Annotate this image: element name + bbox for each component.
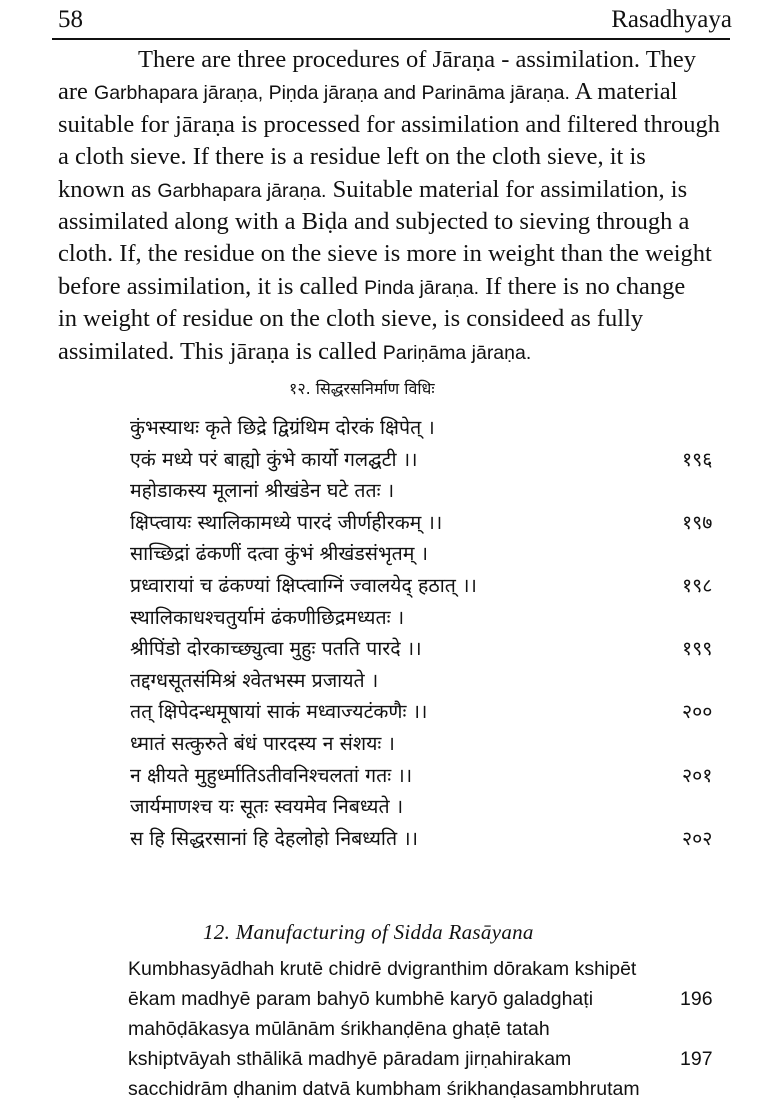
transliteration-line (128, 954, 728, 984)
term-text: Garbhapara jāraṇa. (157, 179, 327, 202)
transliteration-line (128, 984, 728, 1014)
verse-line (130, 760, 730, 792)
body-paragraph (58, 44, 722, 368)
verse-line (130, 696, 730, 728)
paragraph-text: a cloth sieve. If there is a residue left on the cloth sieve, it is (58, 143, 646, 171)
transliteration-block (128, 954, 728, 1104)
verse-text: क्षिप्त्वायः स्थालिकामध्ये पारदं जीर्णहीरकम् ।। (130, 510, 443, 534)
transliteration-line (128, 1074, 728, 1104)
verse-text: कुंभस्याथः कृते छिद्रे द्विग्रंथिम दोरकं क्षिपेत् । (130, 416, 435, 439)
verse-number: २०० (682, 700, 713, 724)
paragraph-line (58, 174, 722, 206)
verse-text: ध्मातं सत्कुरुते बंधं पारदस्य न संशयः । (130, 731, 395, 755)
transliteration-text: Kumbhasyādhah krutē chidrē dvigranthim dōrakam kshipēt (128, 958, 637, 980)
paragraph-line (58, 238, 722, 270)
transliteration-line (128, 1014, 728, 1044)
transliteration-line (128, 1044, 728, 1074)
paragraph-text: assimilated along with a Biḍa and subjected to sieving through a (58, 207, 690, 235)
paragraph-text: are (58, 78, 95, 106)
sanskrit-verses (130, 412, 730, 854)
verse-number: २०१ (682, 763, 713, 787)
verse-line (130, 823, 730, 855)
verse-text: साच्छिद्रां ढंकणीं दत्वा कुंभं श्रीखंडसंभृतम् । (130, 542, 429, 566)
verse-number: १९८ (682, 573, 713, 597)
paragraph-text: known as (58, 175, 158, 203)
transliteration-text: kshiptvāyah sthālikā madhyē pāradam jirṇahirakam (128, 1048, 572, 1070)
verse-text: महोडाकस्य मूलानां श्रीखंडेन घटे ततः । (130, 479, 395, 503)
paragraph-line (58, 44, 722, 76)
transliteration-text: ēkam madhyē param bahyō kumbhē karyō galadghaṭi (128, 988, 594, 1010)
verse-line (130, 507, 730, 539)
verse-number: १९६ (682, 447, 713, 471)
term-text: Pariṇāma jāraṇa. (382, 341, 532, 364)
verse-text: जार्यमाणश्च यः सूतः स्वयमेव निबध्यते । (130, 795, 404, 819)
english-section-heading: 12. Manufacturing of Sidda Rasāyana (203, 920, 534, 944)
verse-text: न क्षीयते मुहुर्ध्मातिऽतीवनिश्चलतां गतः ।। (130, 763, 413, 787)
verse-line (130, 570, 730, 602)
paragraph-line (58, 109, 722, 141)
verse-text: स्थालिकाधश्चतुर्यामं ढंकणीछिद्रमध्यतः । (130, 605, 405, 629)
sanskrit-section-heading: १२. सिद्धरसनिर्माण विधिः (289, 379, 435, 398)
verse-text: एकं मध्ये परं बाह्यो कुंभे कार्यो गलद्घटी ।। (130, 447, 418, 471)
verse-line (130, 633, 730, 665)
verse-number: १९९ (682, 637, 713, 661)
page-header (52, 4, 732, 36)
paragraph-text: in weight of residue on the cloth sieve, is consideed as fully (58, 305, 644, 333)
paragraph-line (58, 76, 722, 108)
paragraph-text: There are three procedures of Jāraṇa - assimilation. They (138, 46, 697, 73)
verse-number: २०२ (682, 826, 713, 850)
verse-number: 196 (680, 988, 713, 1010)
paragraph-text: suitable for jāraṇa is processed for assimilation and filtered through (58, 110, 720, 138)
paragraph-text: Suitable material for assimilation, is (326, 175, 688, 203)
verse-line (130, 444, 730, 476)
verse-text: स हि सिद्धरसानां हि देहलोहो निबध्यति ।। (130, 826, 419, 850)
term-text: Garbhapara jāraṇa, Piṇda jāraṇa and Parināma jāraṇa. (94, 82, 570, 105)
paragraph-text: A material (569, 78, 678, 106)
term-text: Pinda jāraṇa. (364, 276, 480, 299)
paragraph-line (58, 141, 722, 173)
verse-text: तत् क्षिपेदन्धमूषायां साकं मध्वाज्यटंकणैः ।। (130, 700, 428, 724)
paragraph-line (58, 336, 722, 368)
paragraph-text: assimilated. This jāraṇa is called (58, 337, 383, 365)
header-rule (52, 38, 730, 40)
verse-text: तद्दग्धसूतसंमिश्रं श्वेतभस्म प्रजायते । (130, 668, 379, 692)
verse-number: १९७ (682, 510, 713, 534)
verse-line (130, 412, 730, 444)
paragraph-text: before assimilation, it is called (58, 272, 365, 300)
verse-line (130, 538, 730, 570)
page-number: 58 (58, 6, 83, 33)
verse-line (130, 475, 730, 507)
paragraph-text: If there is no change (479, 272, 686, 300)
transliteration-text: sacchidrām ḍhanim datvā kumbham śrikhanḍasambhrutam (128, 1078, 640, 1100)
verse-number: 197 (680, 1048, 713, 1070)
verse-line (130, 728, 730, 760)
verse-text: श्रीपिंडो दोरकाच्छ्युत्वा मुहुः पतति पारदे ।। (130, 637, 422, 661)
running-title: Rasadhyaya (611, 6, 732, 33)
paragraph-line (58, 206, 722, 238)
paragraph-line (58, 303, 722, 335)
transliteration-text: mahōḍākasya mūlānām śrikhanḍēna ghaṭē tatah (128, 1018, 550, 1040)
verse-line (130, 791, 730, 823)
paragraph-line (58, 271, 722, 303)
paragraph-text: cloth. If, the residue on the sieve is more in weight than the weight (58, 240, 712, 268)
verse-line (130, 665, 730, 697)
verse-text: प्रध्वारायां च ढंकण्यां क्षिप्त्वाग्निं ज्वालयेद् हठात् ।। (130, 573, 477, 597)
verse-line (130, 602, 730, 634)
